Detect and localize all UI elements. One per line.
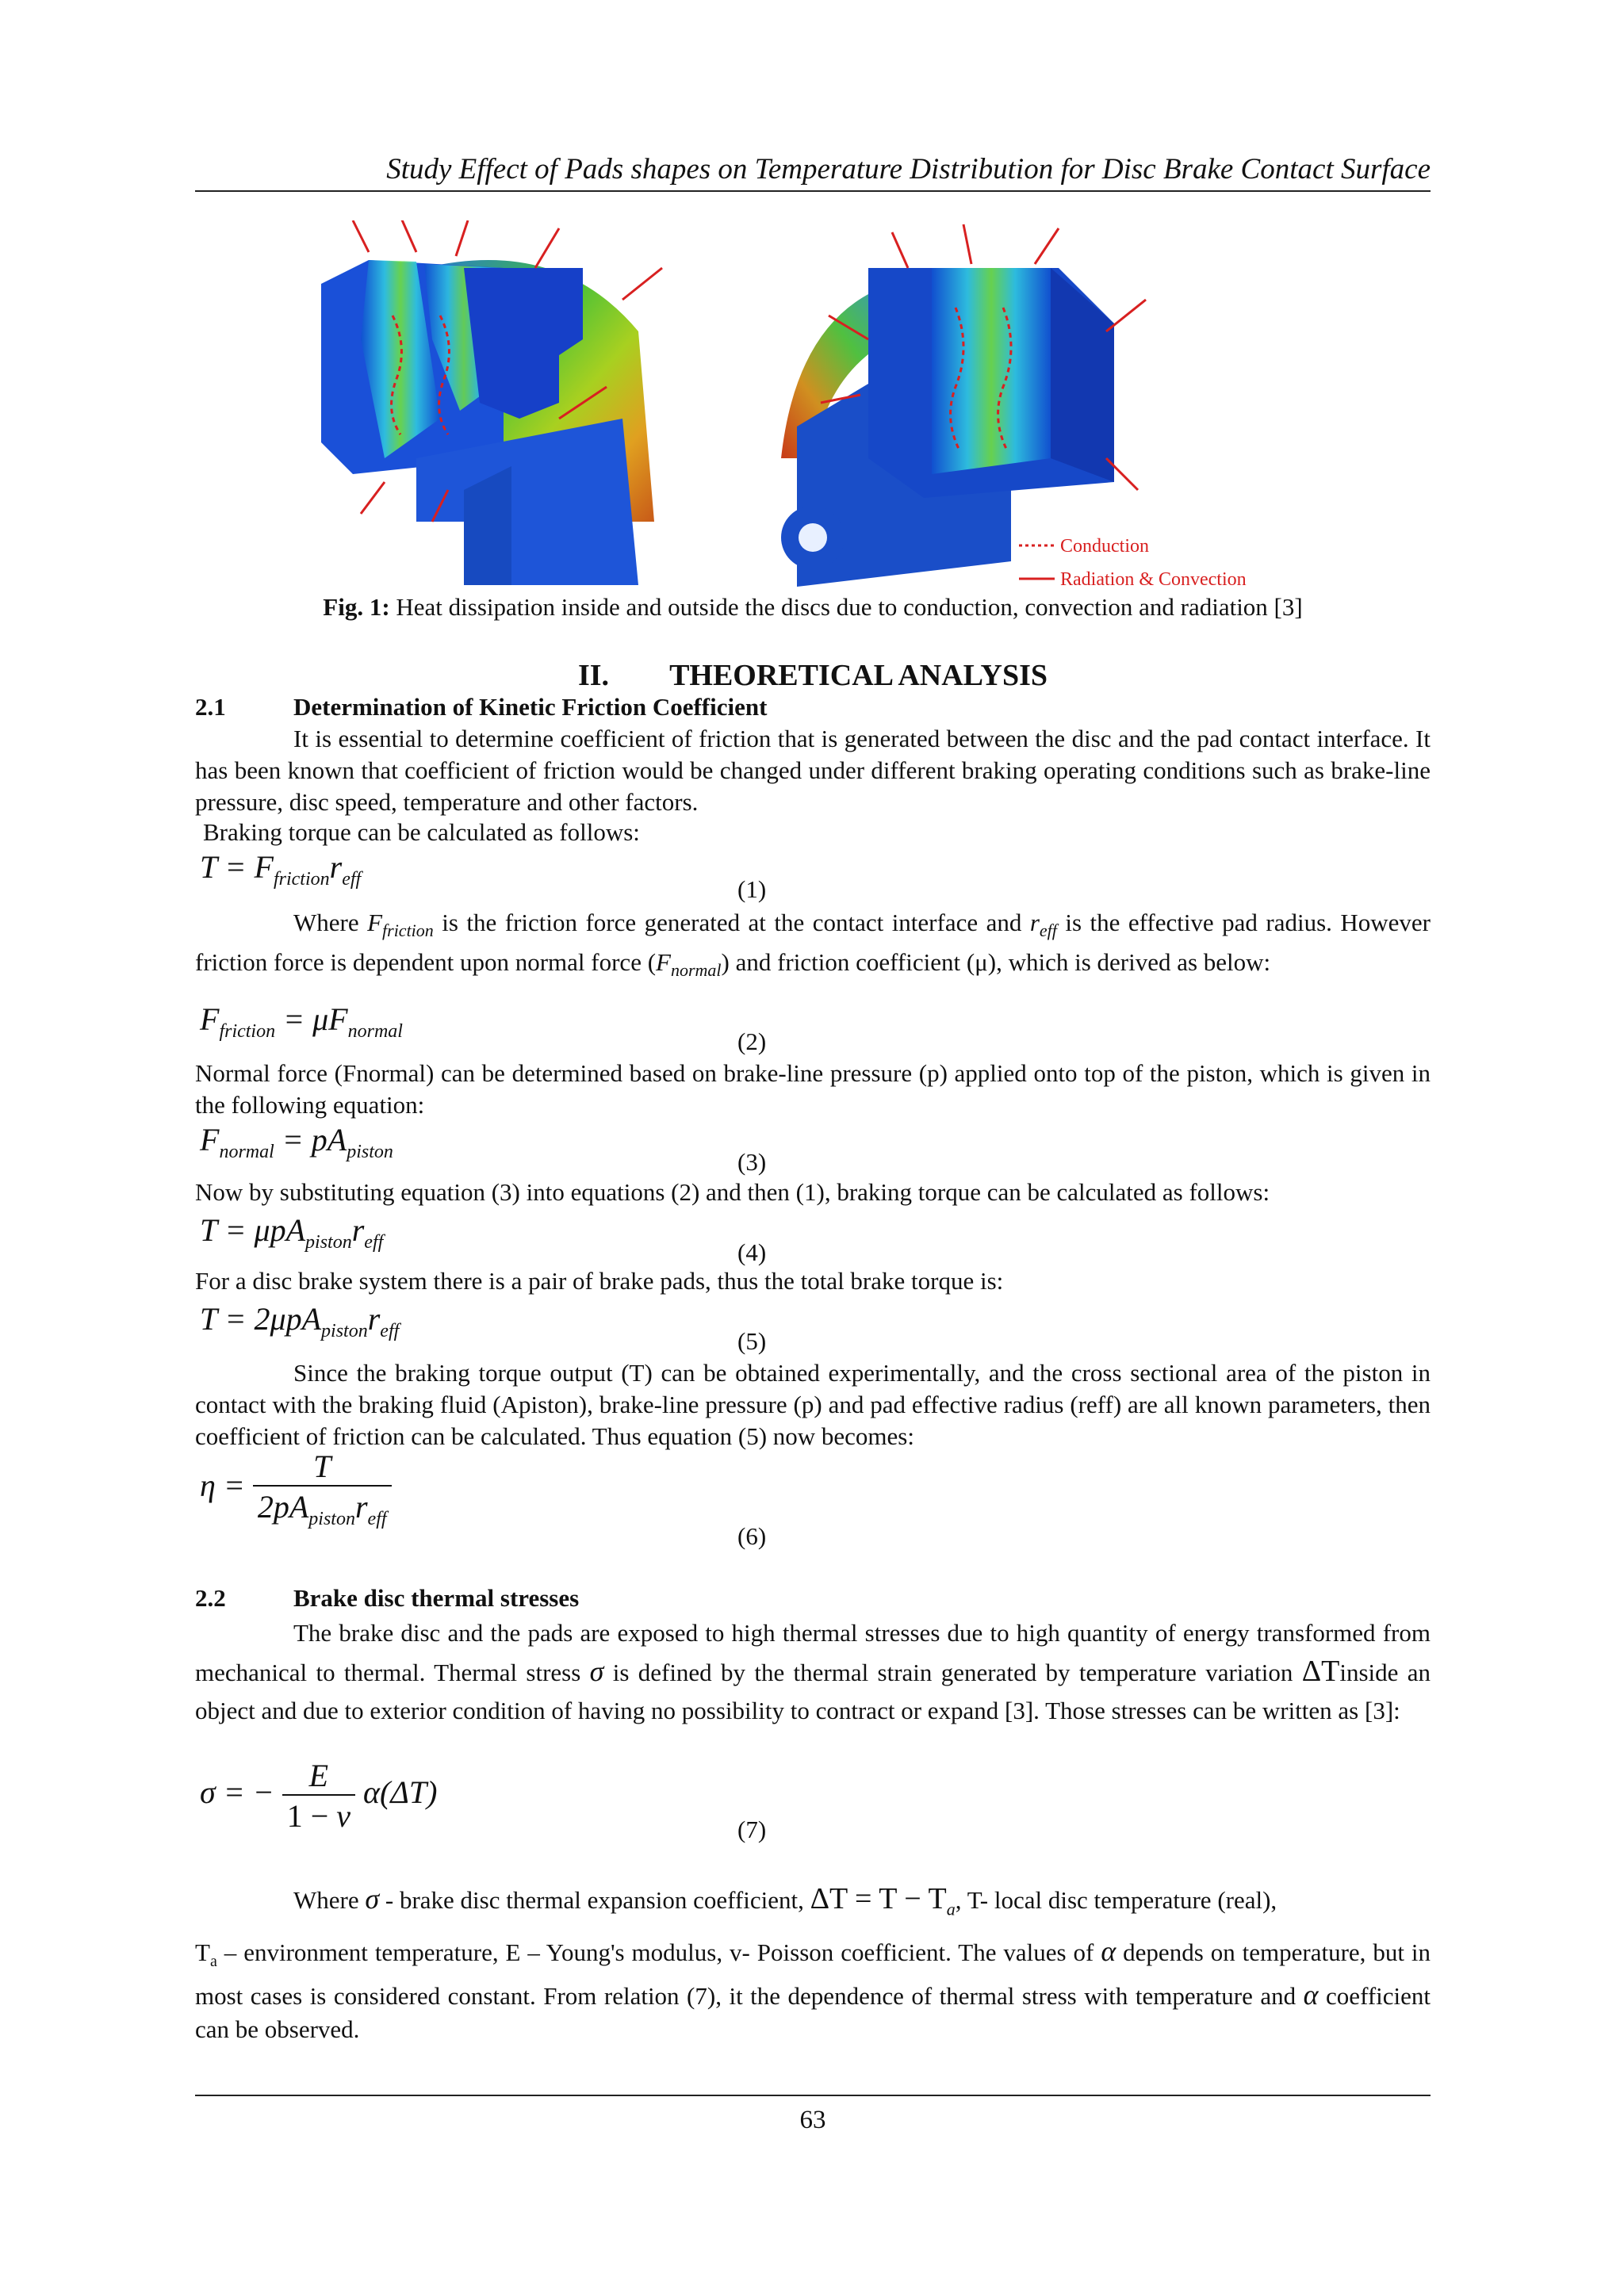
subsection-2-1: [195, 693, 767, 721]
figure-legend: [1019, 536, 1247, 587]
caption-text: Heat dissipation inside and outside the discs due to conduction, convection and radiation [3]: [389, 593, 1303, 621]
legend-radiation: Radiation & Convection: [1060, 569, 1247, 587]
equation-5-number: (5): [737, 1327, 767, 1355]
paragraph-9: Where σ - brake disc thermal expansion coefficient, $\Delta T = T - T_a$, T- local disc temperature (real),: [293, 1882, 1277, 1919]
paragraph-3: Where $F_{friction}$ is the friction force generated at the contact interface and $r_{eff}$ is the effective pad radius. However friction force is dependent upon normal force $(F_{normal})$ and friction coefficient (μ), which is derived as below:: [195, 909, 1431, 981]
subsection-title: Brake disc thermal stresses: [293, 1584, 580, 1612]
paragraph-6: For a disc brake system there is a pair of brake pads, thus the total brake torque is:: [195, 1267, 1004, 1295]
equation-3: $F_{normal} = pA_{piston}$: [200, 1122, 393, 1162]
equation-5: $T = 2\mu pA_{piston}r_{eff}$: [200, 1301, 400, 1341]
equation-4: $T = \mu pA_{piston}r_{eff}$: [200, 1212, 384, 1253]
legend-conduction: Conduction: [1060, 536, 1149, 557]
subsection-number: 2.2: [195, 1584, 226, 1612]
paragraph-2: Braking torque can be calculated as follows:: [203, 818, 640, 846]
running-header: Study Effect of Pads shapes on Temperature Distribution for Disc Brake Contact Surface: [386, 153, 1431, 186]
equation-1-number: (1): [737, 875, 767, 903]
equation-2-number: (2): [737, 1027, 767, 1055]
subsection-title: Determination of Kinetic Friction Coefficient: [293, 693, 768, 721]
section-number: II.: [577, 659, 610, 692]
left-disc-render: [321, 220, 662, 585]
paragraph-7: Since the braking torque output (T) can be obtained experimentally, and the cross sectional area of the piston in contact with the braking fluid (Apiston), brake-line pressure (p) and pad effective radius (reff) are all known parameters, then coefficient of friction can be calculated. Thus equation (5) now becomes:: [195, 1359, 1431, 1450]
equation-7: σ = − $\frac{E}{1 - v}$ α(ΔT): [200, 1758, 438, 1834]
paragraph-5: Now by substituting equation (3) into equations (2) and then (1), braking torque can be calculated as follows:: [195, 1178, 1270, 1206]
equation-1: $T = F_{friction}r_{eff}$: [200, 849, 362, 890]
header-rule: [195, 190, 1431, 192]
right-disc-render: [781, 224, 1146, 587]
equation-2: $F_{friction} = \mu F_{normal}$: [200, 1001, 403, 1042]
equation-3-number: (3): [737, 1148, 767, 1176]
paragraph-1: It is essential to determine coefficient of friction that is generated between the disc and the pad contact interface. It has been known that coefficient of friction would be changed under different braking operating conditions such as brake-line pressure, disc speed, temperature and other factors.: [195, 725, 1431, 816]
figure-caption: [195, 593, 1431, 622]
section-heading: [195, 658, 1431, 693]
subsection-2-2: [195, 1584, 579, 1613]
paragraph-10: $T_a$ – environment temperature, E – Young's modulus, v- Poisson coefficient. The values of α depends on temperature, but in most cases is considered constant. From relation (7), it the dependence of thermal stress with temperature and α coefficient can be observed.: [195, 1935, 1431, 2044]
paragraph-4: Normal force (Fnormal) can be determined based on brake-line pressure (p) applied onto top of the piston, which is given in the following equation:: [195, 1059, 1431, 1119]
caption-label: Fig. 1:: [323, 593, 390, 621]
heat-dissipation-figure: [321, 220, 1304, 587]
equation-6-number: (6): [737, 1522, 767, 1550]
page-number: 63: [799, 2106, 826, 2134]
equation-7-number: (7): [737, 1816, 767, 1843]
equation-4-number: (4): [737, 1238, 767, 1266]
subsection-number: 2.1: [195, 693, 226, 721]
footer-rule: [195, 2095, 1431, 2096]
equation-6: η = $\frac{T}{2pA_{piston}r_{eff}}$: [200, 1448, 392, 1530]
paragraph-8: The brake disc and the pads are exposed to high thermal stresses due to high quantity of energy transformed from mechanical to thermal. Thermal stress σ is defined by the thermal strain generated by temperature variation ΔTinside an object and due to exterior condition of having no possibility to contract or expand [3]. Those stresses can be written as [3]:: [195, 1619, 1431, 1724]
section-title: THEORETICAL ANALYSIS: [669, 659, 1048, 692]
